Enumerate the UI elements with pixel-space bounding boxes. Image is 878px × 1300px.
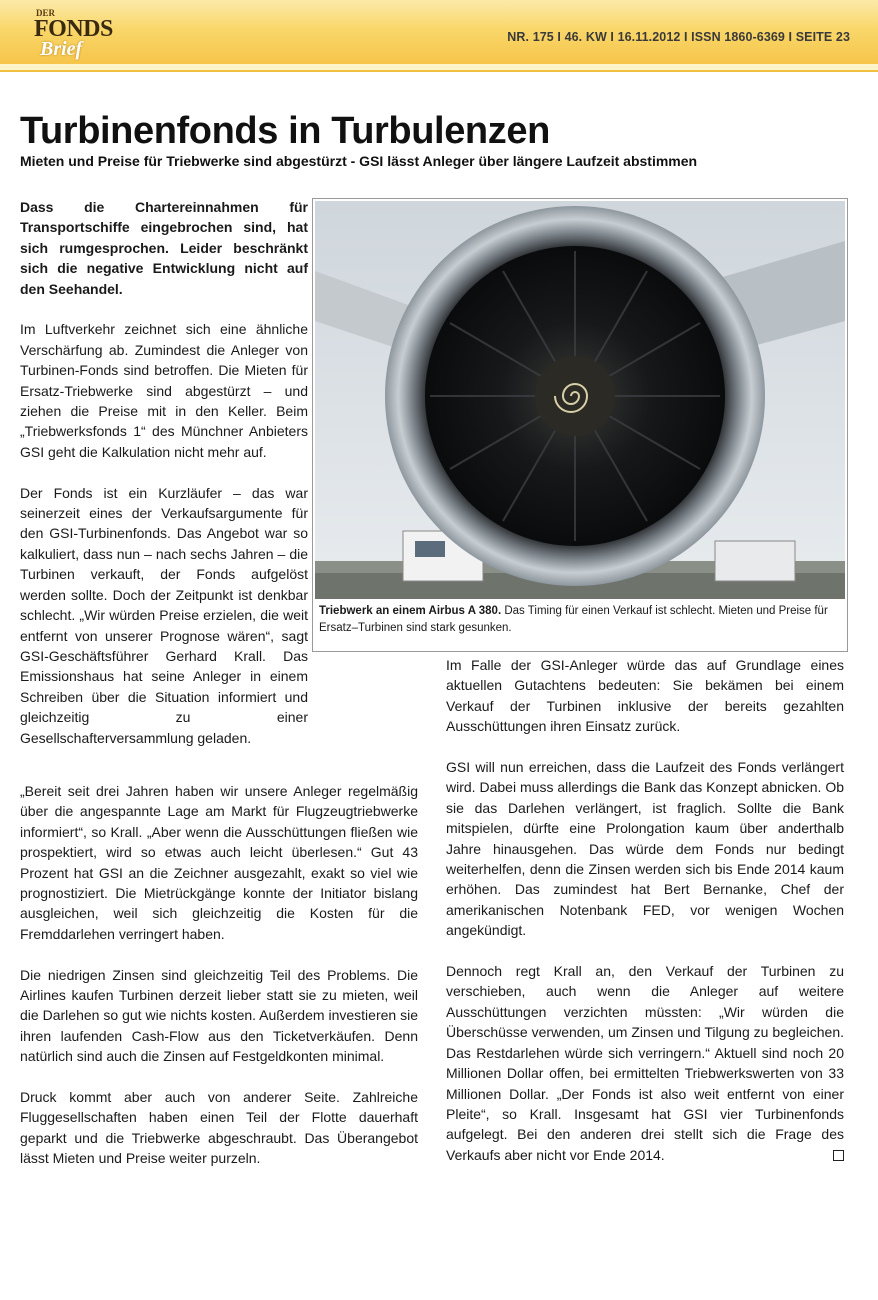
left-column-bottom — [20, 781, 418, 1169]
body-paragraph-7: GSI will nun erreichen, dass die Laufzeit des Fonds verlängert wird. Dabei muss allerdings die Bank das Konzept abnicken. Ob sie das Darlehen verlängert, ist fraglich. Sollte die Bank mitspielen, dürfte eine Prolongation kaum über anderthalb Jahre hinausgehen. Das würde dem Fonds nur bedingt weiterhelfen, denn die Zinsen werden sich bis Ende 2014 kaum erhöhen. Das zumindest hat Bert Bernanke, Chef der amerikanischen Notenbank FED, vor wenigen Wochen angekündigt. — [446, 759, 844, 939]
body-paragraph-3: „Bereit seit drei Jahren haben wir unsere Anleger regelmäßig über die angespannte Lage am Markt für Flugzeugtriebwerke informiert“, so Krall. „Aber wenn die Ausschüttungen fließen wie prospektiert, wird so etwas auch leicht überlesen.“ Gut 43 Prozent hat GSI an die Zeichner ausgezahlt, exakt so viel wie prognostiziert. Die Mietrückgänge konnte der Initiator bislang ausgleichen, weil sich gleichzeitig die Kosten für die Fremddarlehen verringert haben. — [20, 783, 418, 942]
lead-paragraph: Dass die Chartereinnahmen für Transportschiffe eingebrochen sind, hat sich rumgesprochen. Leider beschränkt sich die negative Entwicklung nicht auf den Seehandel. — [20, 199, 308, 297]
article-figure — [312, 198, 848, 652]
body-paragraph-6: Im Falle der GSI-Anleger würde das auf Grundlage eines aktuellen Gutachtens bedeuten: Sie bekämen bei einem Verkauf der Turbinen inklusive der bereits gezahlten Ausschüttungen ihren Einsatz zurück. — [446, 657, 844, 735]
logo-brief: Brief — [40, 38, 83, 60]
figure-caption — [319, 603, 841, 637]
caption-text: Das Timing für einen Verkauf ist schlecht. Mieten und Preise für Ersatz–Turbinen sind stark gesunken. — [319, 605, 828, 634]
left-column-top — [20, 197, 308, 748]
body-paragraph-2: Der Fonds ist ein Kurzläufer – das war seinerzeit eines der Verkaufsargumente für den GSI-Turbinenfonds. Das Angebot war so kalkuliert, dass nun – nach sechs Jahren – die Turbinen verkauft, der Fonds aufgelöst werden sollte. Doch der Zeitpunkt ist denkbar schlecht. „Wir würden Preise erzielen, die weit entfernt von unserer Prognose wären“, sagt GSI-Geschäftsführer Gerhard Krall. Das Emissionshaus hat seine Anleger in einem Schreiben über die Situation informiert und gleichzeitig zu einer Gesellschafterversammlung geladen. — [20, 484, 308, 746]
engine-photo — [315, 201, 845, 599]
article-subheadline: Mieten und Preise für Triebwerke sind abgestürzt - GSI lässt Anleger über längere Laufzeit abstimmen — [20, 153, 698, 169]
body-paragraph-8-text: Dennoch regt Krall an, den Verkauf der Turbinen zu verschieben, auch wenn die Anleger auf weitere Ausschüttungen verzichten müssten: „Wir würden die Überschüsse verwenden, um Zinsen und Tilgung zu begleichen. Das Restdarlehen würde sich verringern.“ Aktuell sind noch 20 Millionen Dollar offen, bei ermittelten Triebwerkswerten von 33 Millionen Dollar. „Der Fonds ist also weit entfernt von einer Pleite“, so Krall. Insgesamt hat GSI vier Turbinenfonds aufgelegt. Bei den anderen drei stellt sich die Frage des Verkaufs aber nicht vor Ende 2014. — [446, 963, 844, 1163]
body-paragraph-5: Druck kommt aber auch von anderer Seite. Zahlreiche Fluggesellschaften haben einen Teil der Flotte dauerhaft geparkt und die Triebwerke abgeschraubt. Das Überangebot lässt Mieten und Preise weiter purzeln. — [20, 1089, 418, 1167]
caption-bold: Triebwerk an einem Airbus A 380. — [319, 605, 502, 617]
body-paragraph-4: Die niedrigen Zinsen sind gleichzeitig Teil des Problems. Die Airlines kaufen Turbinen derzeit lieber statt sie zu mieten, weil die Darlehen so gut wie nichts kosten. Außerdem investieren sie ihren laufenden Cash-Flow aus den Ticketverkäufen. Denn natürlich sind auch die Zinsen auf Festgeldkonten minimal. — [20, 966, 418, 1065]
body-paragraph-8 — [446, 961, 844, 1165]
logo-der: DER — [36, 8, 56, 18]
turbine-engine-illustration — [315, 201, 845, 599]
issue-info: NR. 175 I 46. KW I 16.11.2012 I ISSN 1860-6369 I SEITE 23 — [507, 30, 850, 44]
masthead-band — [0, 0, 878, 64]
fondsbrief-logo — [32, 8, 122, 60]
right-column — [446, 655, 844, 1165]
article-end-marker-icon — [833, 1150, 844, 1161]
logo-fonds: FONDS — [34, 16, 113, 42]
article-headline: Turbinenfonds in Turbulenzen — [20, 110, 550, 152]
header-divider-line — [0, 70, 878, 72]
body-paragraph-1: Im Luftverkehr zeichnet sich eine ähnliche Verschärfung ab. Zumindest die Anleger von Turbinen-Fonds sind betroffen. Die Mieten für Ersatz-Triebwerke sind abgestürzt – und ziehen die Preise mit in den Keller. Beim „Triebwerksfonds 1“ des Münchner Anbieters GSI geht die Kalkulation nicht mehr auf. — [20, 321, 308, 460]
